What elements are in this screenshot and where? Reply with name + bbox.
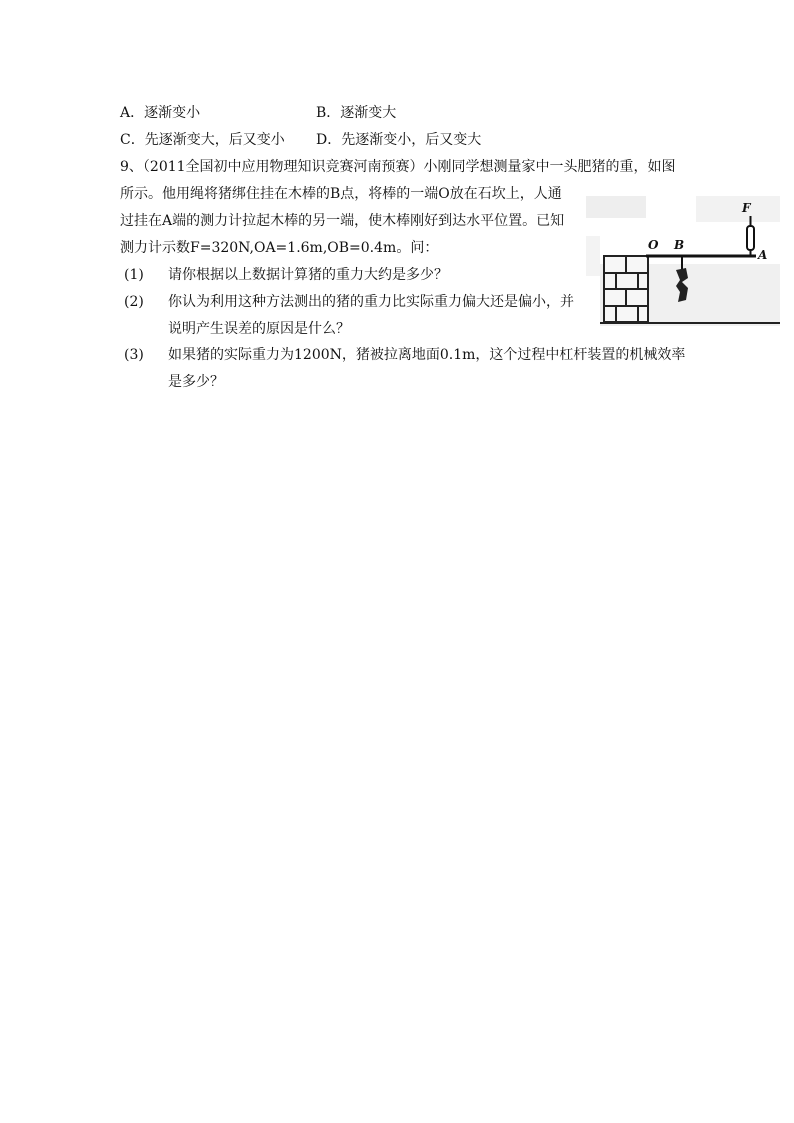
lever-diagram [586,196,780,330]
question-line-1: 9、（2011全国初中应用物理知识竞赛河南预赛）小刚同学想测量家中一头肥猪的重，如图 [120,159,676,175]
label-a: A [758,248,768,262]
question-line-3: 过挂在A端的测力计拉起木棒的另一端，使木棒刚好到达水平位置。已知 [120,213,565,229]
brick-wall [604,256,648,322]
part-3-number: (3) [124,347,144,363]
label-f: F [742,201,751,215]
part-2-text-line-2: 说明产生误差的原因是什么？ [168,321,350,337]
option-d: D．先逐渐变小，后又变大 [316,132,482,148]
part-2-text-line-1: 你认为利用这种方法测出的猪的重力比实际重力偏大还是偏小，并 [168,294,574,310]
option-c: C．先逐渐变大，后又变小 [120,132,285,148]
lever-figure [586,196,780,330]
part-2-number: (2) [124,294,144,310]
part-1-text: 请你根据以上数据计算猪的重力大约是多少？ [168,267,448,283]
question-line-2: 所示。他用绳将猪绑住挂在木棒的B点，将棒的一端O放在石坎上，人通 [120,186,562,202]
option-a: A．逐渐变小 [120,105,201,121]
part-3-text-line-2: 是多少？ [168,374,224,390]
part-1-number: (1) [124,267,144,283]
label-b: B [674,238,685,252]
option-b: B．逐渐变大 [316,105,397,121]
label-o: O [648,238,659,252]
spring-scale [747,226,754,250]
question-line-4: 测力计示数F=320N,OA=1.6m,OB=0.4m。问： [120,240,439,256]
part-3-text-line-1: 如果猪的实际重力为1200N，猪被拉离地面0.1m，这个过程中杠杆装置的机械效率 [168,347,686,363]
